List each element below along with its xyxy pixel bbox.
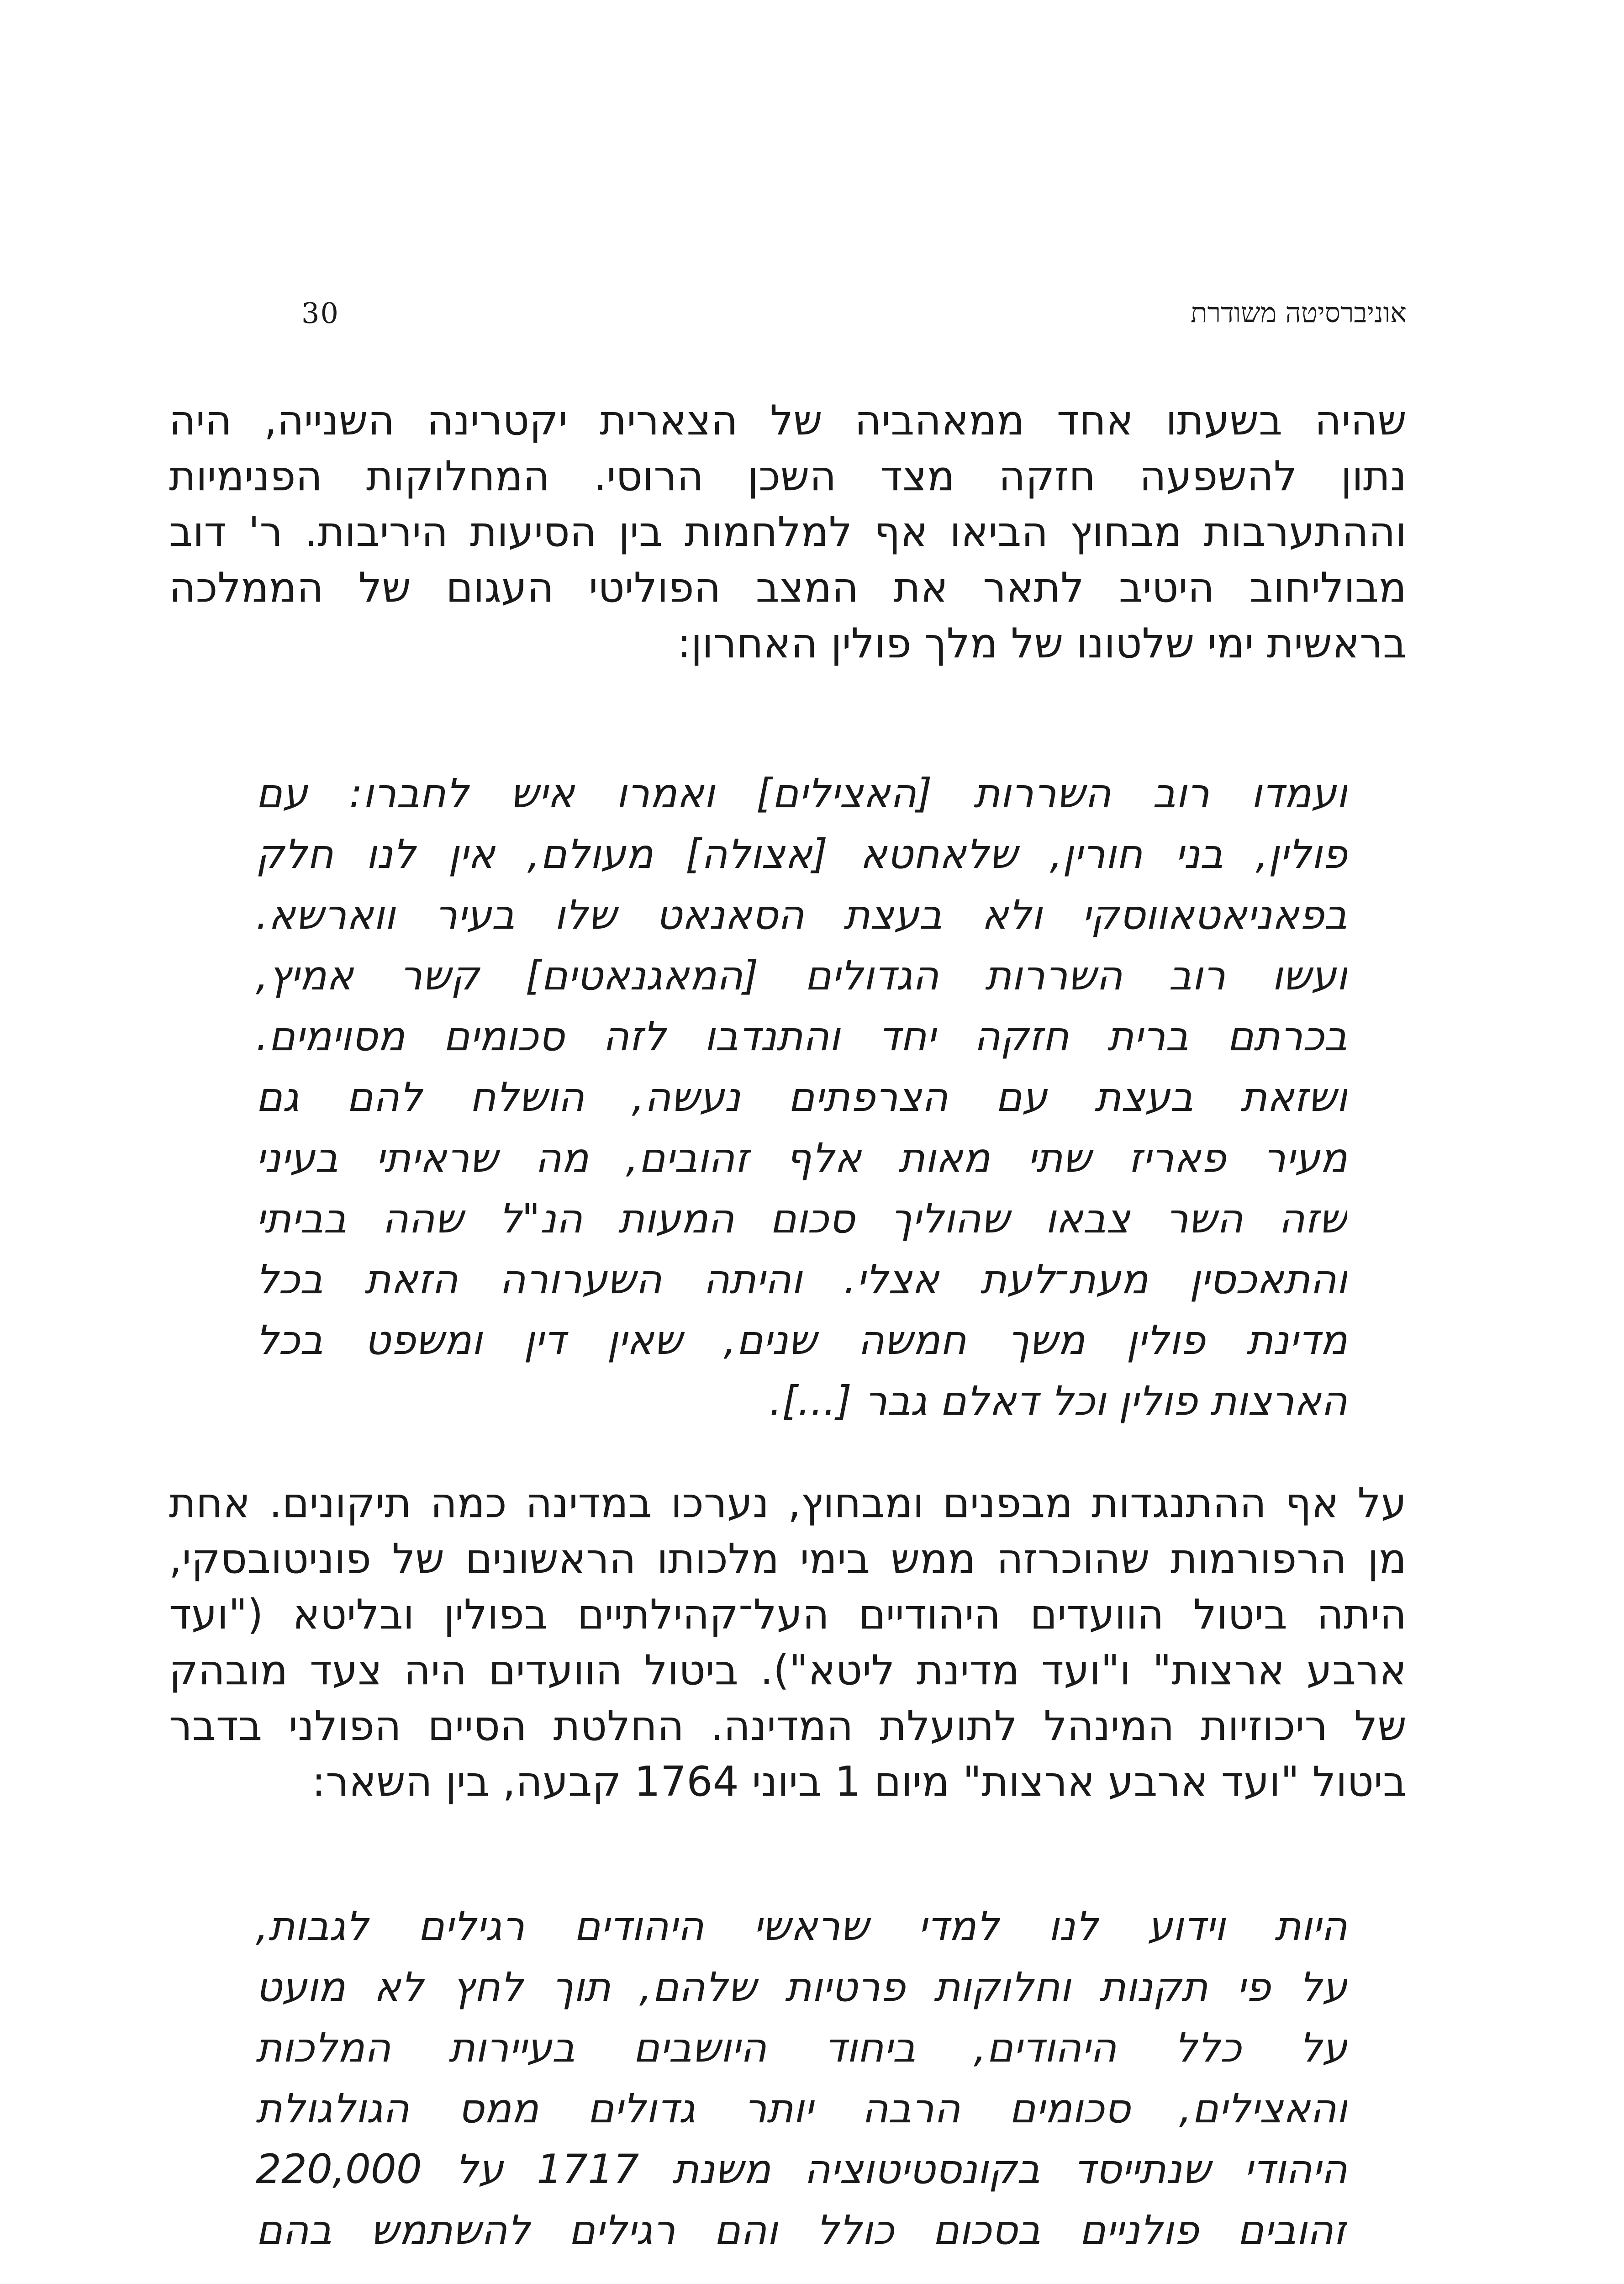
paragraph-line: היתה ביטול הוועדים היהודיים העל־קהילתיים בפולין ובליטא ("ועד [169,1591,1407,1639]
page-number: 30 [301,296,339,330]
paragraph-line: ביטול "ועד ארבע ארצות" מיום 1 ביוני 1764 קבעה, בין השאר: [311,1758,1407,1806]
paragraph-line: נתון להשפעה חזקה מצד השכן הרוסי. המחלוקות הפנימיות [169,452,1407,500]
quote-line: בפאניאטאווסקי ולא בעצת הסאנאט שלו בעיר ווארשא. [256,891,1347,938]
paragraph-1 [169,393,1407,671]
paragraph-line: בראשית ימי שלטונו של מלך פולין האחרון: [677,619,1407,667]
quote-line: על פי תקנות וחלוקות פרטיות שלהם, תוך לחץ לא מועט [256,1963,1347,2010]
quote-line: שזה השר צבאו שהוליך סכום המעות הנ"ל שהה בביתי [256,1195,1347,1242]
quote-line: מדינת פולין משך חמשה שנים, שאין דין ומשפט בכל [256,1316,1347,1364]
paragraph-line: על אף ההתנגדות מבפנים ומבחוץ, נערכו במדינה כמה תיקונים. אחת [169,1479,1407,1527]
paragraph-line: של ריכוזיות המינהל לתועלת המדינה. החלטת הסיים הפולני בדבר [169,1702,1407,1750]
paragraph-line: מן הרפורמות שהוכרזה ממש בימי מלכותו הראשונים של פוניטובסקי, [169,1535,1407,1583]
quote-line: בכרתם ברית חזקה יחד והתנדבו לזה סכומים מסוימים. [256,1013,1347,1060]
paragraph-line: מבוליחוב היטיב לתאר את המצב הפוליטי העגום של הממלכה [169,564,1407,612]
running-title: אוניברסיטה משודרת [1191,297,1407,329]
quote-line: מעיר פאריז שתי מאות אלף זהובים, מה שראיתי בעיני [256,1134,1347,1181]
quote-line: והתאכסין מעת־לעת אצלי. והיתה השערורה הזאת בכל [256,1256,1347,1303]
block-quote-2 [256,1896,1347,2260]
running-header [301,288,1407,338]
paragraph-line: וההתערבות מבחוץ הביאו אף למלחמות בין הסיעות היריבות. ר' דוב [169,508,1407,556]
quote-line: ועמדו רוב השררות [האצילים] ואמרו איש לחברו: עם [256,770,1347,817]
quote-line: ועשו רוב השררות הגדולים [המאגנאטים] קשר אמיץ, [256,952,1347,999]
quote-line: הארצות פולין וכל דאלם גבר [...]. [769,1377,1347,1424]
quote-line: זהובים פולניים בסכום כולל והם רגילים להשתמש בהם [256,2206,1347,2253]
paragraph-line: שהיה בשעתו אחד ממאהביה של הצארית יקטרינה השנייה, היה [169,397,1407,444]
quote-line: על כלל היהודים, ביחוד היושבים בעיירות המלכות [256,2024,1347,2071]
quote-line: היות וידוע לנו למדי שראשי היהודים רגילים לגבות, [256,1903,1347,1950]
block-quote-1 [256,763,1347,1431]
quote-line: והאצילים, סכומים הרבה יותר גדולים ממס הגולגולת [256,2085,1347,2132]
quote-line: היהודי שנתייסד בקונסטיטוציה משנת 1717 על 220,000 [256,2146,1347,2193]
quote-line: ושזאת בעצת עם הצרפתים נעשה, הושלח להם גם [256,1073,1347,1121]
paragraph-2 [169,1475,1407,1810]
paragraph-line: ארבע ארצות" ו"ועד מדינת ליטא"). ביטול הוועדים היה צעד מובהק [169,1646,1407,1694]
quote-line: פולין, בני חורין, שלאחטא [אצולה] מעולם, אין לנו חלק [256,830,1347,878]
